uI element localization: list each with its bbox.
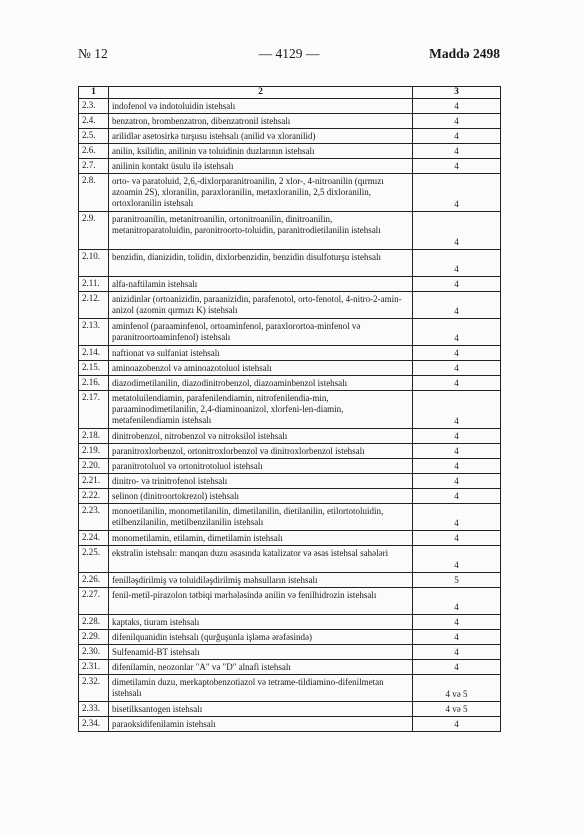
row-description: kaptaks, tiuram istehsalı: [109, 615, 413, 630]
row-number: 2.15.: [79, 361, 109, 376]
table-row: [79, 459, 501, 474]
row-description: dinitro- və trinitrofenol istehsalı: [109, 474, 413, 489]
row-number: 2.4.: [79, 114, 109, 129]
row-hazard-class: 4: [413, 660, 501, 675]
row-description: Sulfenamid-BT istehsalı: [109, 645, 413, 660]
row-number: 2.13.: [79, 319, 109, 346]
row-number: 2.29.: [79, 630, 109, 645]
row-hazard-class: 4: [413, 459, 501, 474]
row-description: paranitroxlorbenzol, ortonitroxlorbenzol və dinitroxlorbenzol istehsalı: [109, 444, 413, 459]
row-description: selinon (dinitroortokrezol) istehsalı: [109, 489, 413, 504]
column-header: 1: [79, 87, 109, 99]
row-number: 2.11.: [79, 277, 109, 292]
row-number: 2.14.: [79, 346, 109, 361]
table-row: [79, 277, 501, 292]
row-number: 2.33.: [79, 702, 109, 717]
row-hazard-class: 4: [413, 361, 501, 376]
table-row: [79, 346, 501, 361]
table-row: [79, 250, 501, 277]
table-row: [79, 212, 501, 250]
row-hazard-class: 5: [413, 573, 501, 588]
row-hazard-class: 4: [413, 250, 501, 277]
table-row: [79, 361, 501, 376]
row-hazard-class: 4: [413, 615, 501, 630]
row-hazard-class: 4: [413, 346, 501, 361]
row-number: 2.24.: [79, 531, 109, 546]
row-number: 2.31.: [79, 660, 109, 675]
row-number: 2.17.: [79, 391, 109, 429]
row-number: 2.20.: [79, 459, 109, 474]
row-hazard-class: 4: [413, 319, 501, 346]
table-row: [79, 717, 501, 732]
table-row: [79, 174, 501, 212]
row-number: 2.22.: [79, 489, 109, 504]
row-description: fenilləşdirilmiş və toluidiləşdirilmiş məhsulların istehsalı: [109, 573, 413, 588]
table-row: [79, 588, 501, 615]
table-row: [79, 702, 501, 717]
page-number: — 4129 —: [258, 46, 320, 61]
column-header: 2: [109, 87, 413, 99]
row-hazard-class: 4: [413, 391, 501, 429]
row-description: metatoluilendiamin, parafenilendiamin, nitrofenilendia-min, paraaminodimetilanilin, 2,4-diaminoanizol, xlorfeni-len-diamin, metafenilendiamin istehsalı: [109, 391, 413, 429]
row-hazard-class: 4: [413, 99, 501, 114]
row-description: diazodimetilanilin, diazodinitrobenzol, diazoaminbenzol istehsalı: [109, 376, 413, 391]
row-number: 2.34.: [79, 717, 109, 732]
row-number: 2.7.: [79, 159, 109, 174]
table-row: [79, 292, 501, 319]
row-number: 2.12.: [79, 292, 109, 319]
row-description: paranitrotoluol və ortonitrotoluol istehsalı: [109, 459, 413, 474]
row-number: 2.25.: [79, 546, 109, 573]
table-row: [79, 489, 501, 504]
row-hazard-class: 4: [413, 489, 501, 504]
row-hazard-class: 4: [413, 376, 501, 391]
row-hazard-class: 4 və 5: [413, 702, 501, 717]
row-hazard-class: 4: [413, 474, 501, 489]
table-row: [79, 429, 501, 444]
row-number: 2.16.: [79, 376, 109, 391]
row-number: 2.3.: [79, 99, 109, 114]
row-number: 2.32.: [79, 675, 109, 702]
row-number: 2.18.: [79, 429, 109, 444]
table-row: [79, 114, 501, 129]
row-hazard-class: 4: [413, 277, 501, 292]
row-description: ekstralin istehsalı: manqan duzu əsasında katalizator və əsas istehsal sahələri: [109, 546, 413, 573]
row-number: 2.5.: [79, 129, 109, 144]
row-description: aminfenol (paraaminfenol, ortoaminfenol, paraxlorortoa-minfenol və paranitroortoaminfenol) istehsalı: [109, 319, 413, 346]
row-hazard-class: 4: [413, 444, 501, 459]
row-hazard-class: 4: [413, 114, 501, 129]
row-hazard-class: 4: [413, 144, 501, 159]
row-number: 2.9.: [79, 212, 109, 250]
row-number: 2.23.: [79, 504, 109, 531]
table-row: [79, 159, 501, 174]
table-row: [79, 391, 501, 429]
table-row: [79, 573, 501, 588]
row-description: bisetilksantogen istehsalı: [109, 702, 413, 717]
row-description: orto- və paratoluid, 2,6,-dixlorparanitroanilin, 2 xlor-, 4-nitroanilin (qırmızı azoamin 2S), xloranilin, paraxloranilin, metaxloranilin, 2,5 dixloranilin, ortoxloranilin istehsalı: [109, 174, 413, 212]
table-row: [79, 129, 501, 144]
issue-number: № 12: [78, 46, 108, 61]
table-row: [79, 531, 501, 546]
row-description: indofenol və indotoluidin istehsalı: [109, 99, 413, 114]
row-number: 2.19.: [79, 444, 109, 459]
row-description: anilinin kontakt üsulu ilə istehsalı: [109, 159, 413, 174]
table-row: [79, 444, 501, 459]
row-hazard-class: 4: [413, 645, 501, 660]
row-description: difenilamin, neozonlar "A" və "D" alnafi istehsalı: [109, 660, 413, 675]
column-header: 3: [413, 87, 501, 99]
row-hazard-class: 4: [413, 159, 501, 174]
row-hazard-class: 4: [413, 630, 501, 645]
row-number: 2.27.: [79, 588, 109, 615]
row-description: monometilamin, etilamin, dimetilamin istehsalı: [109, 531, 413, 546]
article-number: Maddə 2498: [429, 46, 500, 61]
row-hazard-class: 4: [413, 129, 501, 144]
row-description: difenilquanidin istehsalı (qurğuşunla işləmə ərəfəsində): [109, 630, 413, 645]
table-row: [79, 144, 501, 159]
table-row: [79, 630, 501, 645]
row-hazard-class: 4: [413, 292, 501, 319]
row-number: 2.26.: [79, 573, 109, 588]
table-row: [79, 675, 501, 702]
row-description: paraoksidifenilamin istehsalı: [109, 717, 413, 732]
row-number: 2.8.: [79, 174, 109, 212]
row-hazard-class: 4: [413, 531, 501, 546]
row-number: 2.21.: [79, 474, 109, 489]
row-hazard-class: 4: [413, 588, 501, 615]
row-description: fenil-metil-pirazolon tətbiqi mərhələsində anilin və fenilhidrozin istehsalı: [109, 588, 413, 615]
page-header: [78, 46, 500, 64]
row-hazard-class: 4: [413, 717, 501, 732]
table-row: [79, 615, 501, 630]
table-row: [79, 660, 501, 675]
row-description: monoetilanilin, monometilanilin, dimetilanilin, dietilanilin, etilortotoluidin, etilbenzilanilin, metilbenzilanilin istehsalı: [109, 504, 413, 531]
row-hazard-class: 4: [413, 212, 501, 250]
row-hazard-class: 4 və 5: [413, 675, 501, 702]
table-row: [79, 504, 501, 531]
row-description: dimetilamin duzu, merkaptobenzotiazol və tetrame-tildiamino-difenilmetan istehsalı: [109, 675, 413, 702]
row-number: 2.30.: [79, 645, 109, 660]
row-hazard-class: 4: [413, 504, 501, 531]
table-row: [79, 319, 501, 346]
row-description: naftionat və sulfaniat istehsalı: [109, 346, 413, 361]
table-row: [79, 474, 501, 489]
row-description: anizidinlər (ortoanizidin, paraanizidin, parafenotol, orto-fenotol, 4-nitro-2-amin-anizol (azomin qırmızı K) istehsalı: [109, 292, 413, 319]
row-description: benzatron, brombenzatron, dibenzatronil istehsalı: [109, 114, 413, 129]
row-hazard-class: 4: [413, 546, 501, 573]
row-hazard-class: 4: [413, 174, 501, 212]
row-hazard-class: 4: [413, 429, 501, 444]
row-description: aminoazobenzol və aminoazotoluol istehsalı: [109, 361, 413, 376]
row-number: 2.6.: [79, 144, 109, 159]
table-row: [79, 99, 501, 114]
row-description: benzidin, dianizidin, tolidin, dixlorbenzidin, benzidin disulfoturşu istehsalı: [109, 250, 413, 277]
row-description: anilin, ksilidin, anilinin və toluidinin duzlarının istehsalı: [109, 144, 413, 159]
table-row: [79, 645, 501, 660]
table-row: [79, 546, 501, 573]
row-description: arilidlər asetosirkə turşusu istehsalı (anilid və xloranilid): [109, 129, 413, 144]
row-number: 2.28.: [79, 615, 109, 630]
row-description: dinitrobenzol, nitrobenzol və nitroksilol istehsalı: [109, 429, 413, 444]
table-header-row: [79, 87, 501, 99]
row-number: 2.10.: [79, 250, 109, 277]
row-description: alfa-naftilamin istehsalı: [109, 277, 413, 292]
row-description: paranitroanilin, metanitroanilin, ortonitroanilin, dinitroanilin, metanitroparatoluidin, paronitroorto-toluidin, paranitrodietilanilin istehsalı: [109, 212, 413, 250]
table-row: [79, 376, 501, 391]
data-table: [78, 86, 501, 732]
